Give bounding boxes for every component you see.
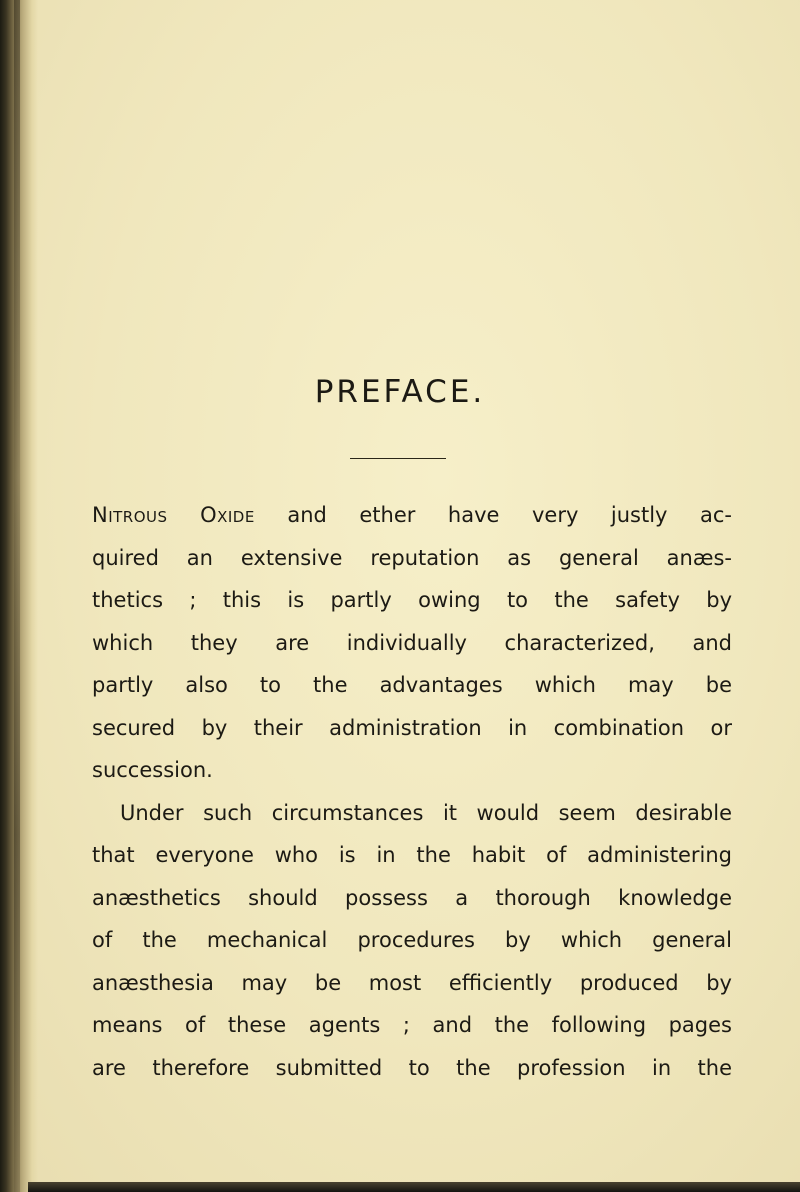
- lead-word-oxide: Oxide: [200, 503, 255, 527]
- paragraph-1-line-3: thetics ; this is partly owing to the safety by: [92, 588, 732, 612]
- body-text: [92, 494, 732, 1089]
- paragraph-1-line-1: [92, 494, 732, 537]
- paragraph-1-line-4: which they are individually characterized, and: [92, 630, 732, 655]
- paragraph-2-line-5: anæsthesia may be most efficiently produced by: [92, 970, 732, 995]
- paragraph-1-line-5: partly also to the advantages which may be: [92, 673, 732, 697]
- lead-word-nitrous: Nitrous: [92, 503, 168, 527]
- paragraph-2-line-6: means of these agents ; and the following pages: [92, 1013, 732, 1037]
- paragraph-2-line-1: Under such circumstances it would seem desirable: [120, 800, 732, 825]
- paragraph-1-line-7: succession.: [92, 758, 213, 782]
- page-bottom-edge: [28, 1182, 800, 1192]
- binding-shadow: [14, 0, 20, 1192]
- paragraph-2-line-3: anæsthetics should possess a thorough knowledge: [92, 885, 732, 910]
- paragraph-1-line-2: quired an extensive reputation as general anæs-: [92, 545, 732, 570]
- title-rule: [350, 458, 446, 459]
- line-1-rest: and ether have very justly ac-: [287, 503, 732, 527]
- paragraph-1-line-6: secured by their administration in combination or: [92, 715, 732, 740]
- paragraph-2-line-4: of the mechanical procedures by which general: [92, 928, 732, 952]
- paragraph-2-line-2: that everyone who is in the habit of administering: [92, 843, 732, 867]
- paragraph-2-line-7: are therefore submitted to the profession in the: [92, 1055, 732, 1080]
- page-title: PREFACE.: [314, 374, 486, 410]
